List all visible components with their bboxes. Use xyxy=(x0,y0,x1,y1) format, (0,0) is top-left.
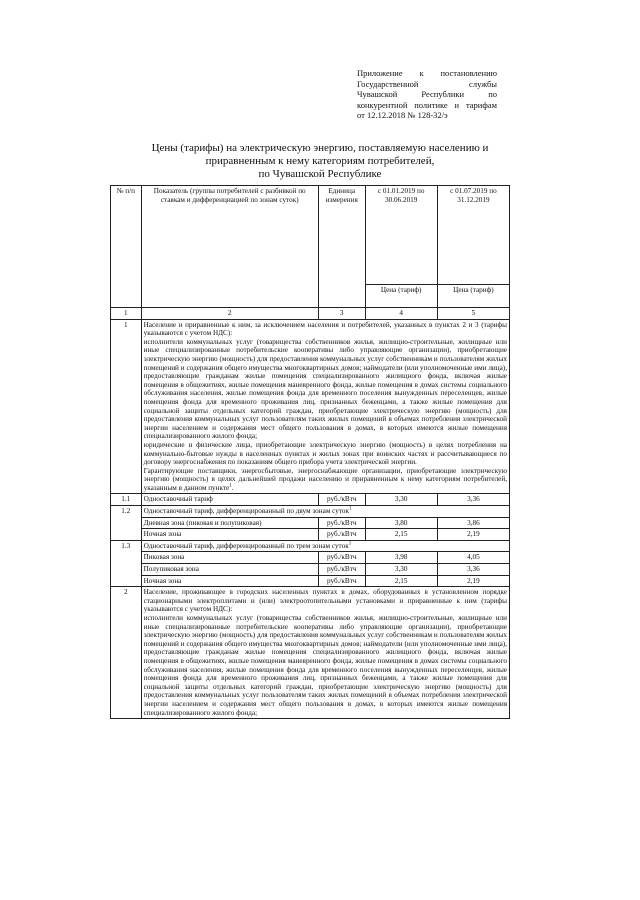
section-2-paragraph: исполнители коммунальных услуг (товарищества собственников жилья, жилищно-строительные, жилищные или иные специализированные потребительские кооперативы либо управляющие организации), приобретающие электрическую энергию (мощность) для предоставления коммунальных услуг собственникам и пользователям жилых помещений и содержания общего имущества многоквартирных домов; наймодатели (или уполномоченные ими лица), предоставляющие гражданам жилые помещения специализированного жилищного фонда, включая жилые помещения в общежитиях, жилые помещения маневренного фонда, жилые помещения в домах системы социального обслуживания населения, жилые помещения фонда для временного поселения вынужденных переселенцев, жилые помещения фонда для временного проживания лиц, признанных беженцами, а также жилые помещения для социальной защиты отдельных категорий граждан, приобретающие электрическую энергию (мощность) для предоставления коммунальных услуг пользователям таких жилых помещений в объемах потребления электрической энергии населением и содержания мест общего пользования в домах, в которых имеются жилые помещения специализированного жилого фонда; xyxy=(143,614,507,717)
row-num: 1.2 xyxy=(111,506,142,541)
row-unit: руб./кВтч xyxy=(318,564,365,576)
header-indicator: Показатель (группы потребителей с разбивкой по ставкам и дифференциацией по зонам суток) xyxy=(141,186,318,308)
column-index: 4 xyxy=(365,308,437,320)
table-row xyxy=(111,564,510,576)
row-label: Ночная зона xyxy=(141,575,318,587)
table-row xyxy=(111,540,510,552)
table-row xyxy=(111,552,510,564)
column-index: 5 xyxy=(437,308,509,320)
row-label: Дневная зона (пиковая и полупиковая) xyxy=(141,517,318,529)
appendix-line: Чувашской Республики по xyxy=(357,89,497,100)
row-unit: руб./кВтч xyxy=(318,575,365,587)
row-label: Пиковая зона xyxy=(141,552,318,564)
appendix-line: от 12.12.2018 № 128-32/э xyxy=(357,110,448,121)
row-value-2: 3,86 xyxy=(437,517,509,529)
header-price-2: Цена (тариф) xyxy=(437,285,509,308)
table-row xyxy=(111,506,510,518)
document-title xyxy=(110,142,530,181)
header-num: № п/п xyxy=(111,186,142,308)
title-line: приравненным к нему категориям потребителей, xyxy=(205,155,435,167)
row-value-1: 3,30 xyxy=(365,564,437,576)
header-period-2: с 01.07.2019 по 31.12.2019 xyxy=(437,186,509,285)
row-value-2: 2,19 xyxy=(437,529,509,541)
tariff-table xyxy=(110,185,510,719)
header-period-1: с 01.01.2019 по 30.06.2019 xyxy=(365,186,437,285)
section-1-description xyxy=(141,319,509,494)
header-unit: Единица измерения xyxy=(318,186,365,308)
row-value-1: 3,98 xyxy=(365,552,437,564)
table-row xyxy=(111,517,510,529)
row-value-1: 3,30 xyxy=(365,494,437,506)
title-line: по Чувашской Республике xyxy=(258,168,382,180)
appendix-header xyxy=(357,68,497,121)
appendix-line: конкурентной политике и тарифам xyxy=(357,99,497,110)
column-index: 1 xyxy=(111,308,142,320)
section-1-num: 1 xyxy=(111,319,142,494)
section-2-row xyxy=(111,587,510,719)
table-header-row xyxy=(111,186,510,285)
row-label: Одноставочный тариф, дифференцированный по трем зонам суток$^1$ xyxy=(141,540,509,552)
column-index: 3 xyxy=(318,308,365,320)
row-value-2: 2,19 xyxy=(437,575,509,587)
section-2-num: 2 xyxy=(111,587,142,719)
row-label: Одноставочный тариф, дифференцированный по двум зонам суток$^1$ xyxy=(141,506,509,518)
footnote-mark: 1 xyxy=(348,506,352,512)
section-2-description xyxy=(141,587,509,719)
table-row xyxy=(111,494,510,506)
section-1-row xyxy=(111,319,510,494)
footnote-mark: 1 xyxy=(229,483,232,489)
row-value-1: 3,80 xyxy=(365,517,437,529)
appendix-line: Государственной службы xyxy=(357,78,497,89)
row-num: 1.3 xyxy=(111,540,142,586)
row-value-1: 2,15 xyxy=(365,575,437,587)
row-unit: руб./кВтч xyxy=(318,552,365,564)
title-line: Цены (тарифы) на электрическую энергию, поставляемую населению и xyxy=(151,142,489,154)
section-2-intro: Население, проживающее в городских населенных пунктах в домах, оборудованных в установленном порядке стационарными электроплитами и (или) электроотопительными установками и приравненные к ним (тарифы указываются с учетом НДС): xyxy=(143,588,507,614)
row-label: Ночная зона xyxy=(141,529,318,541)
appendix-line: Приложение к постановлению xyxy=(357,68,497,78)
section-1-intro: Население и приравненные к ним, за исключением населения и потребителей, указанных в пунктах 2 и 3 (тарифы указываются с учетом НДС): xyxy=(143,320,507,338)
row-value-2: 3,36 xyxy=(437,494,509,506)
row-value-2: 4,05 xyxy=(437,552,509,564)
row-value-1: 2,15 xyxy=(365,529,437,541)
row-label: Полупиковая зона xyxy=(141,564,318,576)
row-label: Одноставочный тариф xyxy=(141,494,318,506)
row-unit: руб./кВтч xyxy=(318,494,365,506)
section-1-paragraph: исполнители коммунальных услуг (товарищества собственников жилья, жилищно-строительные, жилищные или иные специализированные потребительские кооперативы либо управляющие организации), приобретающие электрическую энергию (мощность) для предоставления коммунальных услуг собственникам и пользователям жилых помещений и содержания общего имущества многоквартирных домов; наймодатели (или уполномоченные ими лица), предоставляющие гражданам жилые помещения специализированного жилищного фонда, включая жилые помещения в общежитиях, жилые помещения маневренного фонда, жилые помещения в домах системы социального обслуживания населения, жилые помещения фонда для временного поселения вынужденных переселенцев, жилые помещения фонда для временного проживания лиц, признанных беженцами, а также жилые помещения для социальной защиты отдельных категорий граждан, приобретающие электрическую энергию (мощность) для предоставления коммунальных услуг пользователям таких жилых помещений в объемах потребления электрической энергии населением и содержания мест общего пользования в домах, в которых имеются жилые помещения специализированного жилого фонда; xyxy=(143,337,507,441)
section-1-paragraph: юридические и физические лица, приобретающие электрическую энергию (мощность) в целях потребления на коммунально-бытовые нужды в населенных пунктах и жилых зонах при воинских частях и рассчитывающиеся по договору энергоснабжения по показаниям общего прибора учета электрической энергии. xyxy=(143,440,507,467)
table-row xyxy=(111,529,510,541)
row-num: 1.1 xyxy=(111,494,142,506)
column-index: 2 xyxy=(141,308,318,320)
section-1-paragraph: Гарантирующие поставщики, энергосбытовые, энергоснабжающие организации, приобретающие электрическую энергию (мощность) в целях дальнейшей продажи населению и приравненным к нему категориям потребителей, указанным в данном пункте$^1$. xyxy=(143,466,507,492)
table-row xyxy=(111,575,510,587)
footnote-mark: 1 xyxy=(348,541,352,547)
row-unit: руб./кВтч xyxy=(318,529,365,541)
row-unit: руб./кВтч xyxy=(318,517,365,529)
header-price-1: Цена (тариф) xyxy=(365,285,437,308)
column-index-row xyxy=(111,308,510,320)
row-value-2: 3,36 xyxy=(437,564,509,576)
